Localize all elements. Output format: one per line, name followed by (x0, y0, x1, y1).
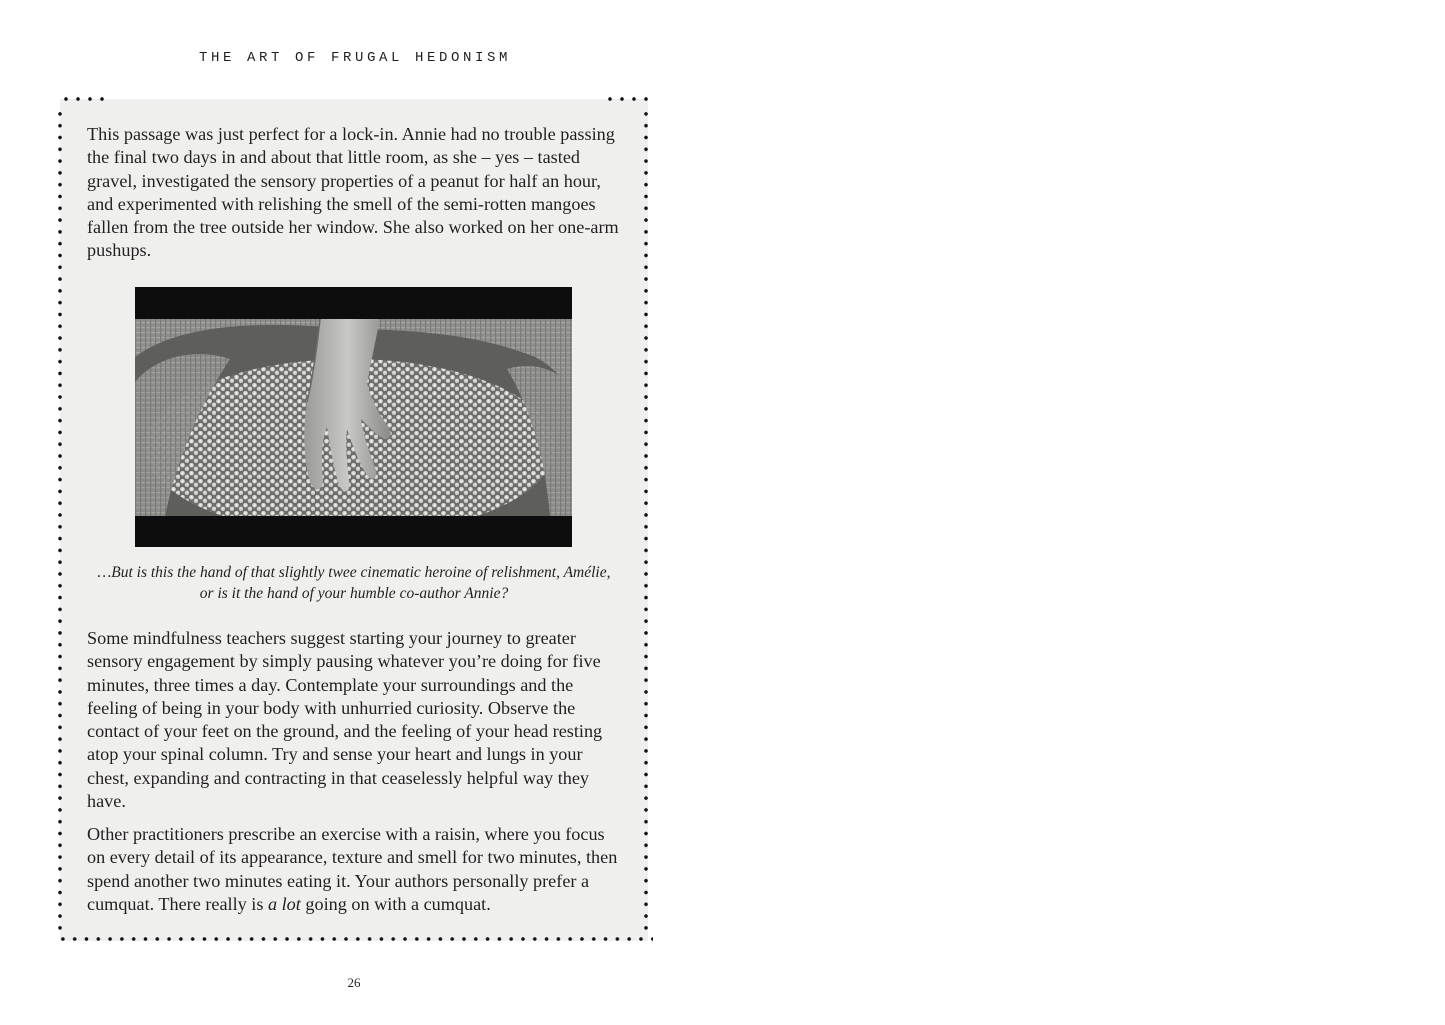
emphasis-a-lot: a lot (267, 893, 301, 914)
dotted-border-left (57, 108, 63, 936)
photo-caption (60, 562, 648, 604)
caption-line-1: …But is this the hand of that slightly twee cinematic heroine of relishment, Amélie, (97, 564, 611, 581)
body-paragraph-lock-in: This passage was just perfect for a lock-in. Annie had no trouble passing the final two days in and about that little room, as she – yes – tasted gravel, investigated the sensory properties of a peanut for half an hour, and experimented with relishing the smell of the semi-rotten mangoes fallen from the tree outside her window. She also worked on her one-arm pushups. (87, 124, 619, 261)
hand-in-sack-of-peas-image (135, 287, 572, 547)
raisin-text-start: Other practitioners prescribe an exercise with a raisin, where you focus on every detail of its appearance, texture and smell for two minutes, then spend another two minutes eating it. Your authors personally prefer a cumquat. There really is (87, 824, 618, 914)
raisin-text-end: going on with a cumquat. (300, 893, 491, 914)
caption-line-2: or is it the hand of your humble co-author Annie? (199, 585, 509, 602)
body-paragraph-raisin (87, 823, 622, 916)
body-paragraph-mindfulness: Some mindfulness teachers suggest starting your journey to greater sensory engagement by simply pausing whatever you’re doing for five minutes, three times a day. Contemplate your surroundings and the feeling of being in your body with unhurried curiosity. Observe the contact of your feet on the ground, and the feeling of your head resting atop your spinal column. Try and sense your heart and lungs in your chest, expanding and contracting in that ceaselessly helpful way they have. (87, 628, 603, 812)
page-number: 26 (347, 975, 361, 990)
dotted-border-bottom (57, 936, 653, 942)
dotted-border-top-left (60, 96, 108, 102)
running-head: THE ART OF FRUGAL HEDONISM (198, 50, 512, 66)
film-still-photo (135, 287, 572, 547)
dotted-border-top-right (604, 96, 652, 102)
dotted-border-right (643, 108, 649, 936)
